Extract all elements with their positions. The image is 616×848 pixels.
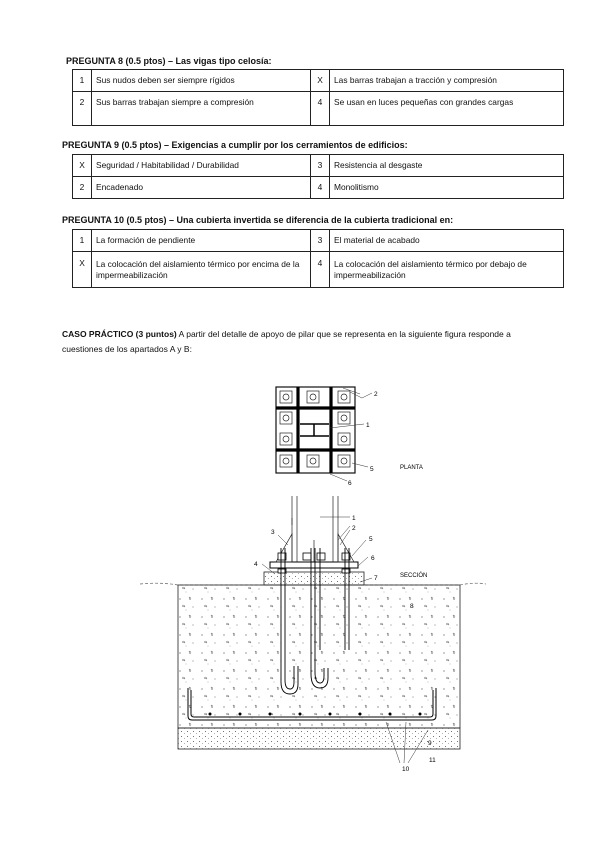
answer-option[interactable]: La formación de pendiente bbox=[92, 230, 311, 252]
answer-number: 3 bbox=[311, 230, 330, 252]
answer-option[interactable]: El material de acabado bbox=[330, 230, 564, 252]
answer-option[interactable]: Encadenado bbox=[92, 177, 311, 199]
answer-option[interactable]: La colocación del aislamiento térmico por debajo de impermeabilización bbox=[330, 252, 564, 288]
answer-number: 1 bbox=[73, 70, 92, 92]
question-8-title: PREGUNTA 8 (0.5 ptos) – Las vigas tipo celosía: bbox=[66, 56, 272, 66]
section-callout-4: 4 bbox=[254, 561, 258, 568]
answer-option[interactable]: Se usan en luces pequeñas con grandes cargas bbox=[330, 92, 564, 126]
answer-number: 1 bbox=[73, 230, 92, 252]
question-9-title: PREGUNTA 9 (0.5 ptos) – Exigencias a cumplir por los cerramientos de edificios: bbox=[62, 140, 408, 150]
answer-option[interactable]: Sus barras trabajan siempre a compresión bbox=[92, 92, 311, 126]
section-callout-6: 6 bbox=[371, 555, 375, 562]
section-callout-1: 1 bbox=[352, 515, 356, 522]
plan-view bbox=[276, 387, 372, 481]
section-callout-7: 7 bbox=[374, 575, 378, 582]
answer-number: 2 bbox=[73, 92, 92, 126]
answer-number: X bbox=[73, 252, 92, 288]
section-callout-3: 3 bbox=[271, 529, 275, 536]
section-callout-9: 9 bbox=[428, 740, 432, 747]
answer-number: X bbox=[73, 155, 92, 177]
answer-number: 4 bbox=[311, 177, 330, 199]
answer-number: 3 bbox=[311, 155, 330, 177]
section-callout-11: 11 bbox=[429, 757, 436, 764]
section-callout-8: 8 bbox=[410, 603, 414, 610]
plan-label: PLANTA bbox=[400, 465, 423, 471]
answer-number: X bbox=[311, 70, 330, 92]
answer-option[interactable]: Sus nudos deben ser siempre rígidos bbox=[92, 70, 311, 92]
answer-option[interactable]: Resistencia al desgaste bbox=[330, 155, 564, 177]
answer-option[interactable]: Monolitismo bbox=[330, 177, 564, 199]
answer-option[interactable]: Seguridad / Habitabilidad / Durabilidad bbox=[92, 155, 311, 177]
section-callout-5: 5 bbox=[369, 536, 373, 543]
section-view bbox=[140, 496, 486, 763]
answer-option[interactable]: La colocación del aislamiento térmico por encima de la impermeabilización bbox=[92, 252, 311, 288]
section-label: SECCIÓN bbox=[400, 573, 428, 579]
plan-callout-2: 2 bbox=[374, 391, 378, 398]
case-study-title: CASO PRÁCTICO (3 puntos) bbox=[62, 329, 177, 339]
answer-number: 2 bbox=[73, 177, 92, 199]
plan-callout-1: 1 bbox=[366, 422, 370, 429]
answer-option[interactable]: Las barras trabajan a tracción y compresión bbox=[330, 70, 564, 92]
plan-callout-5: 5 bbox=[370, 466, 374, 473]
answer-number: 4 bbox=[311, 92, 330, 126]
section-callout-10: 10 bbox=[402, 766, 410, 773]
question-10-title: PREGUNTA 10 (0.5 ptos) – Una cubierta invertida se diferencia de la cubierta tradicional en: bbox=[62, 215, 454, 225]
case-study-text: A partir del detalle de apoyo de pilar que se representa en la siguiente figura responde a cuestiones de los apartados A y B: bbox=[62, 329, 511, 354]
answer-number: 4 bbox=[311, 252, 330, 288]
plan-callout-6: 6 bbox=[348, 480, 352, 487]
section-callout-2: 2 bbox=[352, 525, 356, 532]
